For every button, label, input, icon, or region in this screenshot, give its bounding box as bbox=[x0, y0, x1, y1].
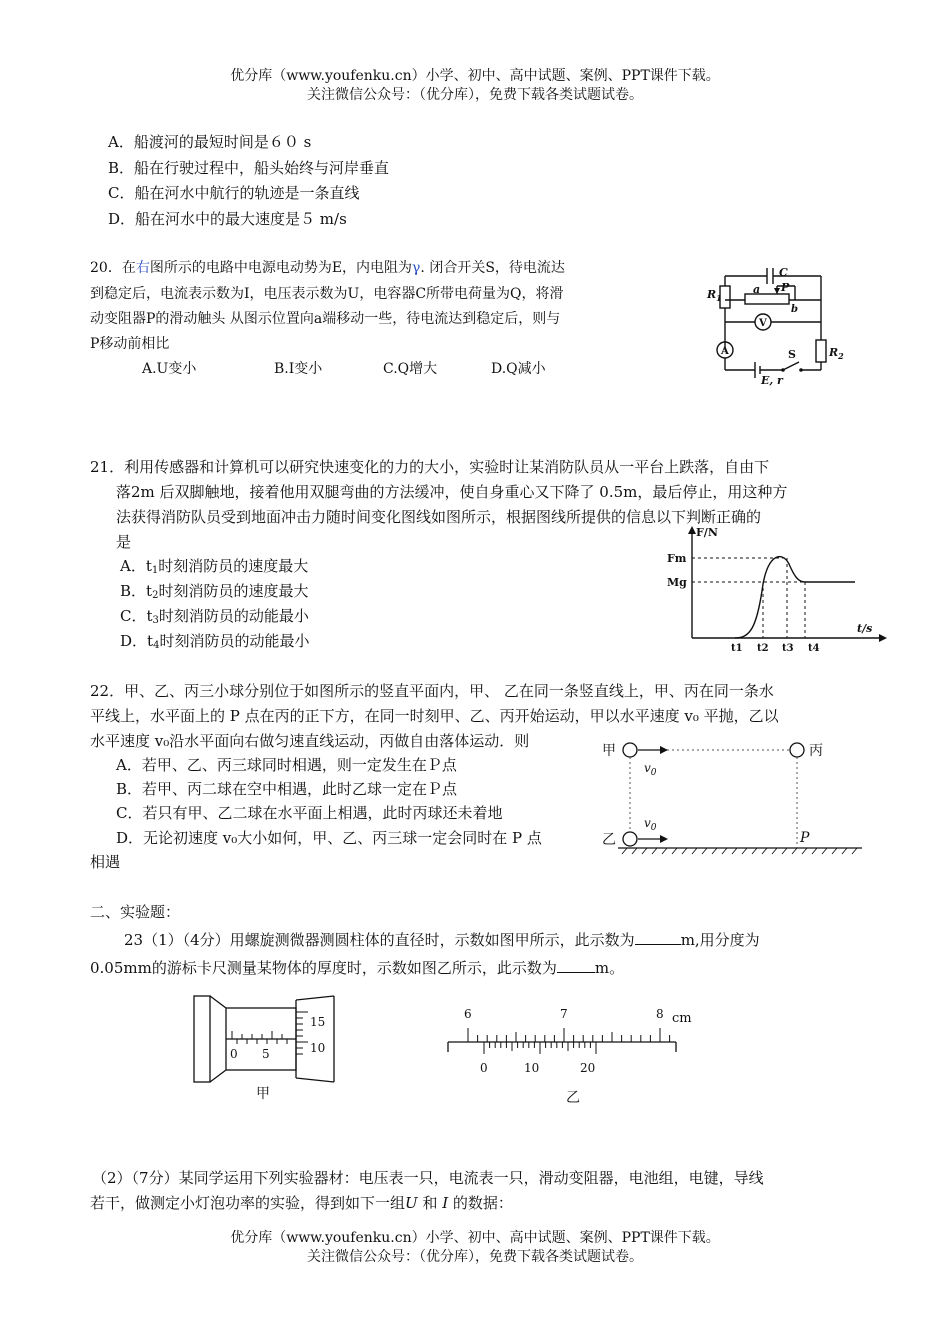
q21-line-4: 是 bbox=[116, 533, 132, 551]
q20-line-4: P移动前相比 bbox=[90, 336, 170, 352]
label-bing: 丙 bbox=[809, 743, 823, 759]
circuit-label-b: b bbox=[791, 304, 798, 315]
label-yi: 乙 bbox=[602, 832, 616, 848]
graph-mg-label: Mg bbox=[667, 576, 687, 589]
q22-line-1: 22．甲、乙、丙三小球分别位于如图所示的竖直平面内，甲、 乙在同一条竖直线上，甲、丙在同一条水 bbox=[90, 682, 774, 700]
force-curve bbox=[735, 557, 855, 638]
section-2-title: 二、实验题： bbox=[90, 903, 181, 921]
q20-option-b: B.I变小 bbox=[274, 361, 323, 377]
label-jia: 甲 bbox=[602, 743, 616, 759]
graph-t1: t1 bbox=[731, 643, 743, 654]
q21-line-1: 21．利用传感器和计算机可以研究快速变化的力的大小，实验时让某消防队员从一平台上跌落，自由下 bbox=[90, 458, 770, 476]
q21-option-d: D．$t_4$时刻消防员的动能最小 bbox=[120, 632, 310, 651]
graph-t4: t4 bbox=[808, 643, 820, 654]
q19-option-a: A．船渡河的最短时间是６０ s bbox=[108, 133, 312, 151]
label-v0-top: $v_0$ bbox=[644, 761, 657, 778]
circuit-label-a: a bbox=[753, 283, 761, 296]
graph-ylabel: F/N bbox=[696, 526, 718, 539]
q21-line-3: 法获得消防队员受到地面冲击力随时间变化图线如图所示，根据图线所提供的信息以下判断正确的 bbox=[116, 508, 762, 526]
q20-line-3: 动变阻器P的滑动触头 从图示位置向a端移动一些，待电流达到稳定后，则与 bbox=[90, 311, 561, 327]
q21-option-b: B．$t_2$时刻消防员的速度最大 bbox=[120, 582, 309, 601]
q20-line1-tail: . 闭合开关S，待电流达 bbox=[420, 260, 565, 276]
q21-option-a: A．$t_1$时刻消防员的速度最大 bbox=[120, 557, 309, 576]
q22-option-d-cont: 相遇 bbox=[90, 853, 121, 871]
q19-option-d: D．船在河水中的最大速度是５ m/s bbox=[108, 210, 347, 228]
answer-blank-2[interactable] bbox=[557, 958, 595, 973]
q21-option-c: C．$t_3$时刻消防员的动能最小 bbox=[120, 607, 309, 626]
micrometer-15: 15 bbox=[310, 1015, 326, 1029]
q20-line-1 bbox=[90, 256, 565, 280]
q21-line-2: 落2m 后双脚触地，接着他用双腿弯曲的方法缓冲，使自身重心又下降了 0.5m，最后停止，用这种方 bbox=[116, 483, 788, 501]
caliper-main-8: 8 bbox=[656, 1007, 664, 1021]
ball-yi bbox=[623, 832, 637, 846]
q22-motion-figure bbox=[600, 734, 868, 860]
q20-gamma: γ bbox=[412, 260, 421, 276]
caliper-label: 乙 bbox=[566, 1090, 580, 1106]
q20-link: 右 bbox=[135, 260, 150, 276]
circuit-ammeter-a: A bbox=[721, 346, 729, 357]
circuit-label-r1: $R_1$ bbox=[707, 288, 722, 303]
label-v0-bottom: $v_0$ bbox=[644, 816, 657, 833]
caliper-main-6: 6 bbox=[464, 1007, 472, 1021]
q19-option-b: B．船在行驶过程中，船头始终与河岸垂直 bbox=[108, 159, 390, 177]
circuit-label-s: S bbox=[788, 348, 796, 361]
q23-1-line-2: 0.05mm的游标卡尺测量某物体的厚度时，示数如图乙所示，此示数为 m。 bbox=[90, 959, 625, 977]
q20-circuit-diagram bbox=[705, 262, 845, 387]
q22-line-3: 水平速度 v₀沿水平面向右做匀速直线运动，丙做自由落体运动．则 bbox=[90, 732, 530, 750]
q22-line-2: 平线上，水平面上的 P 点在丙的正下方，在同一时刻甲、乙、丙开始运动，甲以水平速度 v₀ 平抛，乙以 bbox=[90, 707, 779, 725]
graph-fm-label: Fm bbox=[667, 552, 687, 565]
q22-option-d: D．无论初速度 v₀大小如何，甲、乙、丙三球一定会同时在 P 点 bbox=[116, 829, 542, 847]
micrometer-5: 5 bbox=[262, 1047, 270, 1061]
graph-xlabel: t/s bbox=[857, 622, 873, 635]
graph-t3: t3 bbox=[782, 643, 794, 654]
caliper-main-7: 7 bbox=[560, 1007, 568, 1021]
q20-option-d: D.Q减小 bbox=[491, 361, 546, 377]
caliper-vernier-0: 0 bbox=[480, 1061, 488, 1075]
q20-option-a: A.U变小 bbox=[142, 361, 197, 377]
q20-prefix: 20．在 bbox=[90, 260, 136, 276]
circuit-label-c: C bbox=[779, 266, 788, 279]
circuit-label-p: P bbox=[781, 281, 790, 294]
caliper-vernier-20: 20 bbox=[580, 1061, 596, 1075]
q22-option-c: C．若只有甲、乙二球在水平面上相遇，此时丙球还未着地 bbox=[116, 804, 503, 822]
micrometer-label: 甲 bbox=[256, 1086, 270, 1102]
q22-option-a: A．若甲、乙、丙三球同时相遇，则一定发生在Ｐ点 bbox=[116, 756, 457, 774]
q22-option-b: B．若甲、丙二球在空中相遇，此时乙球一定在Ｐ点 bbox=[116, 780, 458, 798]
caliper-unit: cm bbox=[672, 1011, 692, 1026]
q19-option-c: C．船在河水中航行的轨迹是一条直线 bbox=[108, 184, 360, 202]
micrometer-10: 10 bbox=[310, 1041, 326, 1055]
micrometer-0: 0 bbox=[230, 1047, 238, 1061]
circuit-voltmeter-v: V bbox=[759, 318, 767, 329]
caliper-vernier-10: 10 bbox=[524, 1061, 540, 1075]
header-line-2: 关注微信公众号：（优分库），免费下载各类试题试卷。 bbox=[307, 87, 643, 103]
circuit-label-er: E, r bbox=[761, 374, 783, 387]
ball-jia bbox=[623, 743, 637, 757]
graph-t2: t2 bbox=[757, 643, 769, 654]
q23-1-line-1: 23（1）（4分）用螺旋测微器测圆柱体的直径时，示数如图甲所示，此示数为 m,用分度为 bbox=[124, 931, 760, 949]
q23-2-line-2: 若干，做测定小灯泡功率的实验，得到如下一组U 和 I 的数据： bbox=[90, 1194, 513, 1212]
q20-line1-rest: 图所示的电路中电源电动势为E，内电阻为 bbox=[149, 260, 413, 276]
q23-2-line-1: （2）（7分）某同学运用下列实验器材：电压表一只，电流表一只，滑动变阻器，电池组，电键，导线 bbox=[92, 1169, 764, 1187]
footer-line-1: 优分库（www.youfenku.cn）小学、初中、高中试题、案例、PPT课件下载。 bbox=[230, 1230, 720, 1246]
label-p: P bbox=[800, 830, 810, 846]
header-line-1: 优分库（www.youfenku.cn）小学、初中、高中试题、案例、PPT课件下载。 bbox=[230, 68, 720, 84]
q21-force-time-graph bbox=[665, 524, 895, 654]
circuit-label-r2: $R_2$ bbox=[829, 346, 844, 361]
q20-line-2: 到稳定后，电流表示数为I，电压表示数为U，电容器C所带电荷量为Q，将滑 bbox=[90, 286, 564, 302]
micrometer-figure bbox=[190, 994, 340, 1102]
ball-bing bbox=[790, 743, 804, 757]
caliper-figure bbox=[440, 1002, 700, 1108]
q20-option-c: C.Q增大 bbox=[383, 361, 438, 377]
r2-resistor bbox=[816, 340, 826, 362]
answer-blank-1[interactable] bbox=[635, 930, 681, 945]
footer-line-2: 关注微信公众号：（优分库），免费下载各类试题试卷。 bbox=[307, 1249, 643, 1265]
